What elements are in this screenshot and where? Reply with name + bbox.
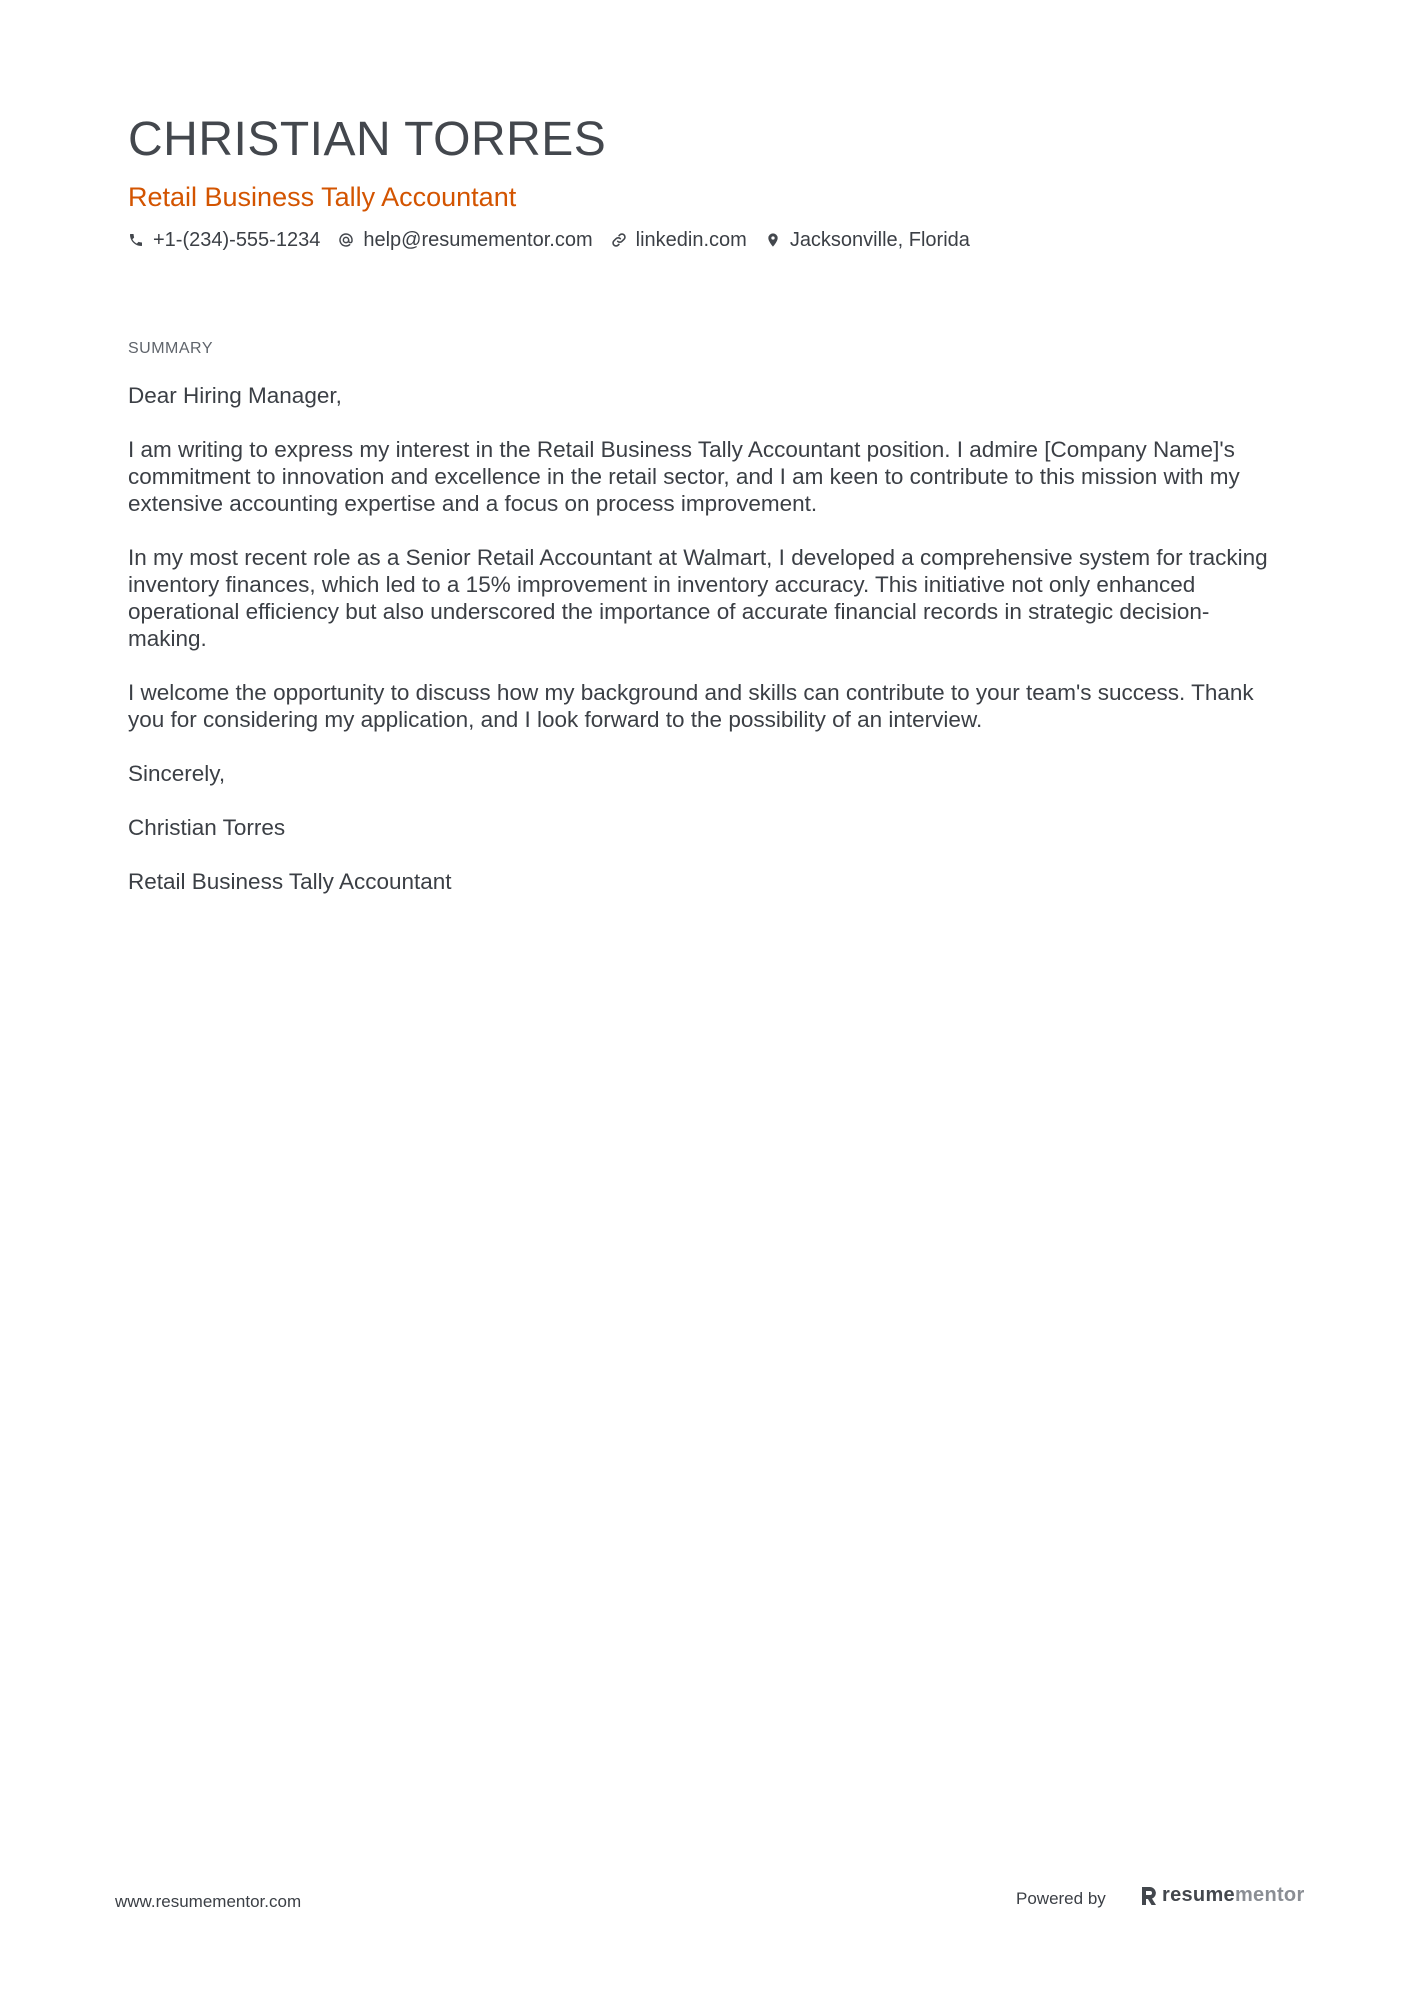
link-icon xyxy=(611,232,627,248)
contact-bar xyxy=(128,226,988,254)
map-pin-icon xyxy=(765,232,781,248)
contact-linkedin[interactable] xyxy=(611,226,747,254)
paragraph: In my most recent role as a Senior Retail Accountant at Walmart, I developed a comprehensive system for tracking inventory finances, which led to a 15% improvement in inventory accuracy. This initiative not only enhanced operational efficiency but also underscored the importance of accurate financial records in strategic decision-making. xyxy=(128,545,1268,651)
at-icon xyxy=(338,232,354,248)
signature-title: Retail Business Tally Accountant xyxy=(128,869,452,894)
closing: Sincerely, xyxy=(128,761,226,786)
location-text: Jacksonville, Florida xyxy=(789,229,970,251)
salutation: Dear Hiring Manager, xyxy=(128,383,342,408)
contact-email[interactable] xyxy=(338,226,592,254)
candidate-title: Retail Business Tally Accountant xyxy=(128,182,517,212)
paragraph: I am writing to express my interest in the Retail Business Tally Accountant position. I admire [Company Name]'s commitment to innovation and excellence in the retail sector, and I am keen to contribute to this mission with my extensive accounting expertise and a focus on process improvement. xyxy=(128,437,1240,516)
phone-icon xyxy=(128,232,144,248)
resumementor-logo-icon xyxy=(1140,1885,1158,1907)
signature-name: Christian Torres xyxy=(128,815,286,840)
candidate-name: CHRISTIAN TORRES xyxy=(128,113,607,166)
brand-logo[interactable] xyxy=(1140,1884,1305,1907)
brand-text-resume: resume xyxy=(1162,1884,1235,1906)
summary-heading: SUMMARY xyxy=(128,340,213,357)
letter-body xyxy=(128,382,1288,922)
brand-text-mentor: mentor xyxy=(1234,1884,1305,1906)
contact-location xyxy=(765,226,970,254)
contact-phone[interactable] xyxy=(128,226,320,254)
powered-by-label: Powered by xyxy=(1016,1889,1106,1908)
linkedin-text: linkedin.com xyxy=(635,229,747,251)
paragraph: I welcome the opportunity to discuss how my background and skills can contribute to your team's success. Thank you for considering my application, and I look forward to the possibility of an interview. xyxy=(128,680,1254,732)
footer-url[interactable]: www.resumementor.com xyxy=(115,1892,302,1911)
email-text: help@resumementor.com xyxy=(363,229,593,251)
phone-text: +1-(234)-555-1234 xyxy=(153,229,321,251)
